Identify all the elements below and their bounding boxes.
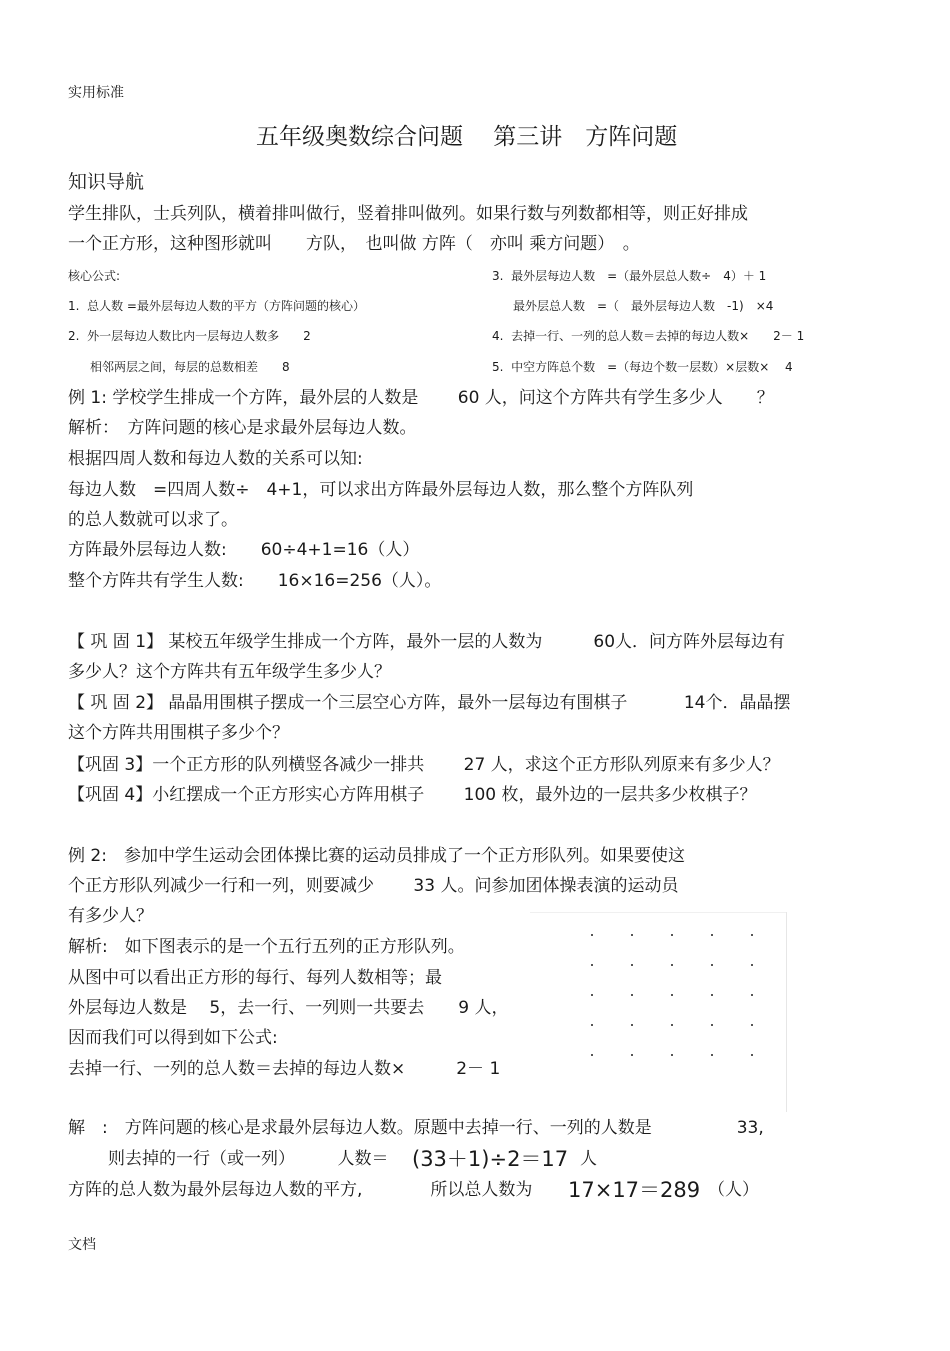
- formation-dot: [711, 934, 713, 936]
- formation-dot: [591, 964, 593, 966]
- page-header: 实用标准: [68, 85, 124, 101]
- example2-line-2: 个正方形队列减少一行和一列，则要减少 33 人。问参加团体操表演的运动员: [68, 876, 679, 896]
- example1-line-6: 方阵最外层每边人数: 60÷4+1=16（人）: [68, 540, 420, 560]
- example2-line-3: 有多少人？: [68, 906, 153, 926]
- formation-dot: [751, 1054, 753, 1056]
- example2-line-8: 去掉一行、一列的总人数＝去掉的每边人数× 2－ 1: [68, 1059, 501, 1079]
- practice-2-line-1: 【 巩 固 2】 晶晶用围棋子摆成一个三层空心方阵，最外一层每边有围棋子 14个．晶晶摆: [68, 693, 791, 713]
- figure-top-border: [530, 912, 786, 913]
- formation-dot: [631, 1024, 633, 1026]
- example1-line-7: 整个方阵共有学生人数: 16×16=256（人）。: [68, 571, 442, 591]
- formation-dot: [751, 994, 753, 996]
- example1-analysis: 解析： 方阵问题的核心是求最外层每边人数。: [68, 418, 417, 438]
- formation-dot: [711, 1024, 713, 1026]
- practice-1-line-1: 【 巩 固 1】 某校五年级学生排成一个方阵，最外一层的人数为 60人．问方阵外层每边有: [68, 632, 786, 652]
- solution-line-1: 解 : 方阵问题的核心是求最外层每边人数。原题中去掉一行、一列的人数是 33,: [68, 1118, 764, 1138]
- section-heading: 知识导航: [68, 171, 145, 193]
- formation-dot: [591, 1054, 593, 1056]
- formation-dot: [671, 994, 673, 996]
- solution-line-3-unit: （人）: [708, 1180, 759, 1200]
- formula-5: 5. 中空方阵总个数 =（每边个数一层数）×层数× 4: [492, 360, 793, 374]
- formation-dot: [591, 934, 593, 936]
- formation-dot: [591, 1024, 593, 1026]
- example2-line-5: 从图中可以看出正方形的每行、每列人数相等；最: [68, 968, 442, 988]
- figure-right-border: [786, 912, 787, 1112]
- formula-2-note: 相邻两层之间，每层的总数相差 8: [90, 360, 290, 374]
- practice-1-line-2: 多少人？这个方阵共有五年级学生多少人？: [68, 662, 391, 682]
- formation-dot: [711, 964, 713, 966]
- formation-dot: [751, 964, 753, 966]
- formation-dot: [671, 1054, 673, 1056]
- formula-3: 3. 最外层每边人数 =（最外层总人数÷ 4）＋ 1: [492, 269, 767, 283]
- solution-line-2-unit: 人: [580, 1149, 597, 1169]
- formation-dot: [631, 964, 633, 966]
- formation-dot: [711, 994, 713, 996]
- solution-equation-2: 17×17＝289: [568, 1178, 701, 1202]
- formula-4: 4. 去掉一行、一列的总人数＝去掉的每边人数× 2－ 1: [492, 329, 805, 343]
- formula-2: 2. 外一层每边人数比内一层每边人数多 2: [68, 329, 311, 343]
- solution-line-2-text: 则去掉的一行（或一列） 人数＝: [108, 1149, 389, 1169]
- example1-line-4: 每边人数 =四周人数÷ 4+1，可以求出方阵最外层每边人数，那么整个方阵队列: [68, 480, 694, 500]
- page-title: 五年级奥数综合问题 第三讲 方阵问题: [256, 124, 678, 150]
- formula-3-note: 最外层总人数 =（ 最外层每边人数 -1) ×4: [513, 299, 774, 313]
- solution-line-3-text: 方阵的总人数为最外层每边人数的平方, 所以总人数为: [68, 1180, 533, 1200]
- formation-dot: [671, 964, 673, 966]
- formation-dot: [751, 934, 753, 936]
- formula-1: 1. 总人数 =最外层每边人数的平方（方阵问题的核心）: [68, 299, 365, 313]
- practice-3: 【巩固 3】一个正方形的队列横竖各减少一排共 27 人，求这个正方形队列原来有多少人？: [68, 755, 780, 775]
- example2-line-4: 解析: 如下图表示的是一个五行五列的正方形队列。: [68, 937, 465, 957]
- page-footer: 文档: [68, 1237, 96, 1253]
- example1-line-5: 的总人数就可以求了。: [68, 510, 238, 530]
- example2-line-7: 因而我们可以得到如下公式:: [68, 1028, 278, 1048]
- intro-line-1: 学生排队，士兵列队，横着排叫做行，竖着排叫做列。如果行数与列数都相等，则正好排成: [68, 204, 748, 224]
- formation-dot: [711, 1054, 713, 1056]
- practice-2-line-2: 这个方阵共用围棋子多少个？: [68, 723, 289, 743]
- practice-4: 【巩固 4】小红摆成一个正方形实心方阵用棋子 100 枚，最外边的一层共多少枚棋子？: [68, 785, 757, 805]
- formation-dot: [671, 1024, 673, 1026]
- formation-dot: [671, 934, 673, 936]
- formula-label: 核心公式:: [68, 269, 121, 283]
- example1-question: 例 1: 学校学生排成一个方阵，最外层的人数是 60 人，问这个方阵共有学生多少人 ？: [68, 388, 774, 408]
- formation-dot: [631, 994, 633, 996]
- solution-equation-1: (33＋1)÷2＝17: [412, 1147, 569, 1171]
- intro-line-2: 一个正方形，这种图形就叫 方队， 也叫做 方阵（ 亦叫 乘方问题） 。: [68, 234, 640, 254]
- formation-dot: [591, 994, 593, 996]
- example2-line-1: 例 2: 参加中学生运动会团体操比赛的运动员排成了一个正方形队列。如果要使这: [68, 846, 685, 866]
- example1-line-3: 根据四周人数和每边人数的关系可以知:: [68, 449, 363, 469]
- formation-dot: [751, 1024, 753, 1026]
- example2-line-6: 外层每边人数是 5，去一行、一列则一共要去 9 人，: [68, 998, 509, 1018]
- formation-dot: [631, 1054, 633, 1056]
- formation-dot: [631, 934, 633, 936]
